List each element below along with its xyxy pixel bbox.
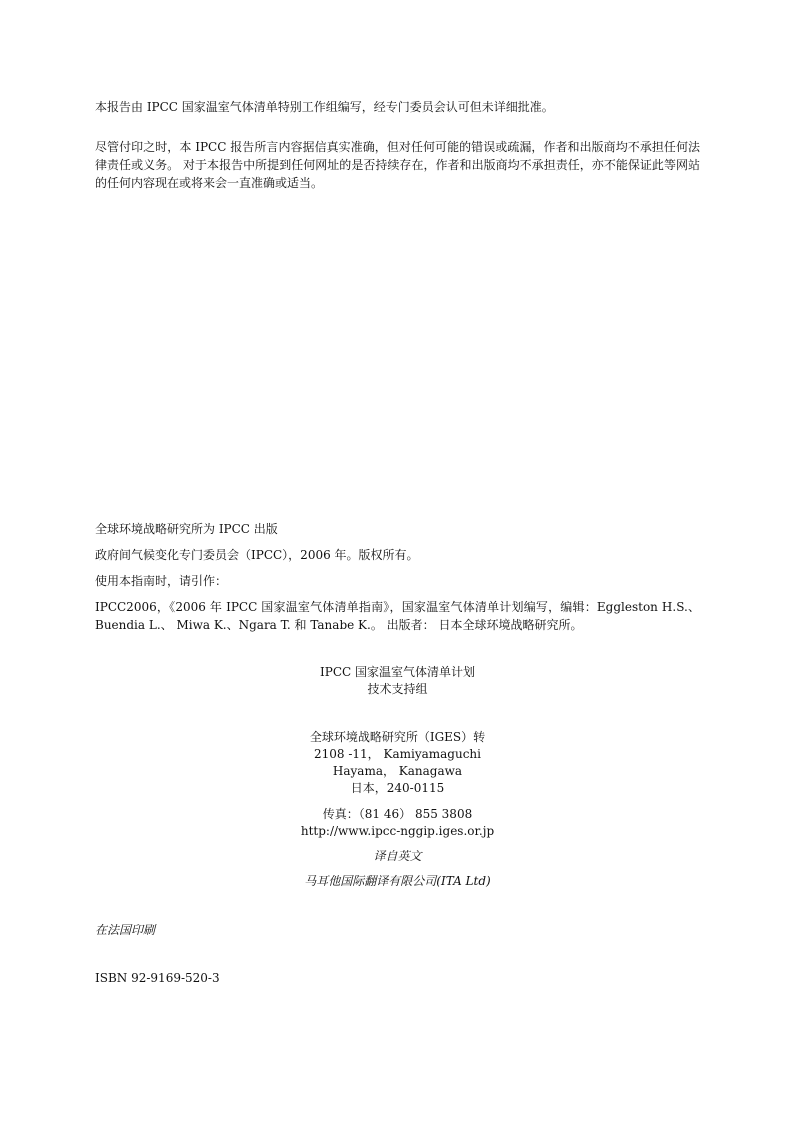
- approval-text: 本报告由 IPCC 国家温室气体清单特别工作组编写，经专门委员会认可但未详细批准。: [95, 100, 554, 114]
- cite-intro: 使用本指南时，请引作：: [95, 574, 228, 588]
- program-line-2: 技术支持组: [367, 682, 428, 696]
- program-name: [95, 664, 700, 698]
- program-line-1: IPCC 国家温室气体清单计划: [320, 665, 475, 679]
- website-link[interactable]: http://www.ipcc-nggip.iges.or.jp: [300, 824, 495, 838]
- publisher-line: 全球环境战略研究所为 IPCC 出版: [95, 522, 278, 536]
- address-line-4: 日本，240-0115: [350, 781, 445, 795]
- address-line-2: 2108 -11， Kamiyamaguchi: [314, 747, 481, 761]
- copyright-line: 政府间气候变化专门委员会（IPCC），2006 年。版权所有。: [95, 548, 419, 562]
- address-line-1: 全球环境战略研究所（IGES）转: [309, 730, 486, 744]
- disclaimer-text: 尽管付印之时，本 IPCC 报告所言内容据信真实准确，但对任何可能的错误或疏漏，作者和出版商均不承担任何法律责任或义务。 对于本报告中所提到任何网址的是否持续存在，作者和出版商均不承担责任，亦不能保证此等网站的任何内容现在或将来会一直准确或适当。: [95, 140, 700, 190]
- address-line-3: Hayama， Kanagawa: [332, 764, 463, 778]
- disclaimer-notice: [95, 138, 700, 192]
- address-block: [95, 729, 700, 797]
- printed-in: 在法国印刷: [95, 923, 156, 937]
- translator-name: 马耳他国际翻译有限公司(ITA Ltd): [304, 874, 491, 888]
- fax-number: 传真：（81 46） 855 3808: [322, 807, 473, 821]
- contact-block: [95, 806, 700, 840]
- isbn: ISBN 92-9169-520-3: [95, 971, 220, 985]
- approval-notice: [95, 98, 700, 116]
- translation-note: 译自英文: [373, 849, 422, 863]
- citation: IPCC2006，《2006 年 IPCC 国家温室气体清单指南》，国家温室气体清单计划编写，编辑：Eggleston H.S.、Buendia L.、 Miwa K.、Ngara T. 和 Tanabe K.。 出版者： 日本全球环境战略研究所。: [95, 600, 700, 632]
